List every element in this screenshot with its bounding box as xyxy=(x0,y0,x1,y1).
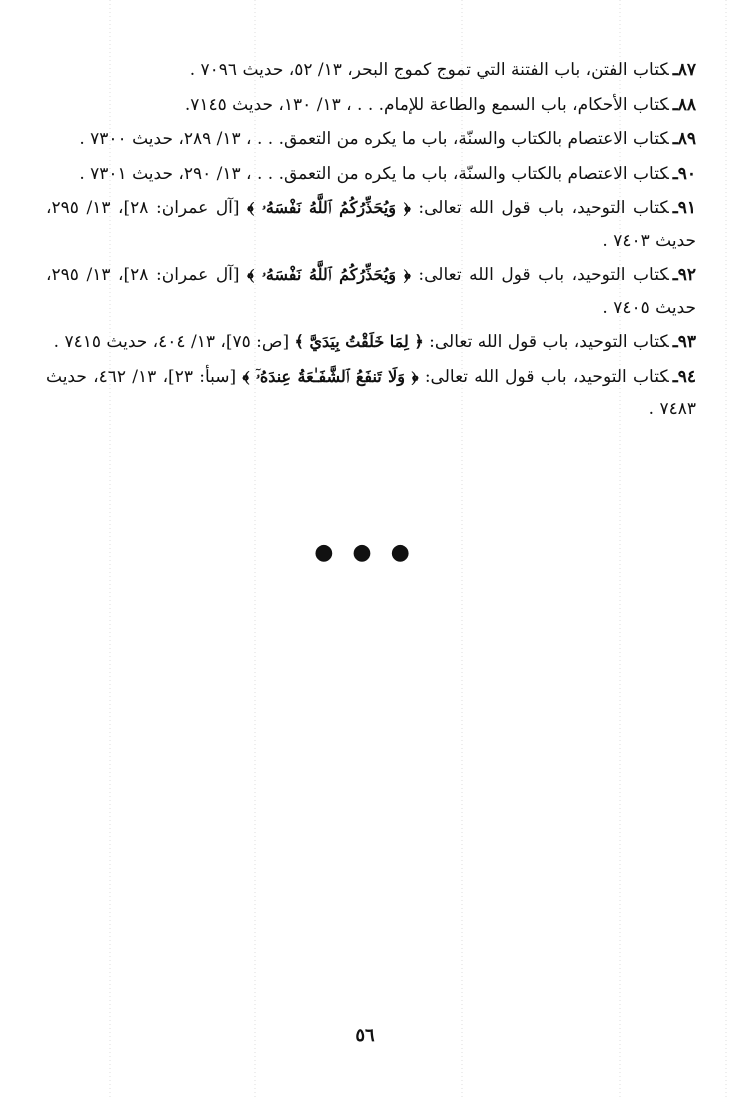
list-item xyxy=(46,259,696,324)
list-item xyxy=(46,192,696,257)
entry-number: ٨٩ـ xyxy=(672,129,696,149)
page-number: ٥٦ xyxy=(355,1025,375,1046)
entry-number: ٩٣ـ xyxy=(672,332,696,352)
section-separator: ● ● ● xyxy=(314,540,416,565)
entry-number: ٩٢ـ xyxy=(672,265,697,285)
entry-text: كتاب الاعتصام بالكتاب والسنّة، باب ما يكره من التعمق. . . ، ١٣/ ٢٩٠، حديث ٧٣٠١ . xyxy=(79,163,669,184)
entry-text: كتاب التوحيد، باب قول الله تعالى: xyxy=(423,332,669,352)
entry-citation: [ص: ٧٥]، ١٣/ ٤٠٤، حديث ٧٤١٥ . xyxy=(53,332,295,352)
list-item xyxy=(46,158,696,191)
list-item xyxy=(46,326,696,359)
entry-number: ٩٠ـ xyxy=(672,163,696,184)
quran-verse: ﴿ وَيُحَذِّرُكُمُ ٱللَّهُ نَفْسَهُۥ ﴾ xyxy=(247,198,411,217)
list-item xyxy=(46,361,696,426)
entry-number: ٩٤ـ xyxy=(672,366,696,387)
entry-text: كتاب التوحيد، باب قول الله تعالى: xyxy=(410,265,669,285)
quran-verse: ﴿ وَيُحَذِّرُكُمُ ٱللَّهُ نَفْسَهُۥ ﴾ xyxy=(247,265,411,284)
entry-text: كتاب التوحيد، باب قول الله تعالى: xyxy=(418,366,669,387)
entry-number: ٩١ـ xyxy=(672,198,697,218)
entry-citation: [آل عمران: ٢٨]، ١٣/ ٢٩٥، حديث ٧٤٠٣ . xyxy=(46,198,696,251)
list-item xyxy=(46,54,696,87)
entry-text: كتاب الاعتصام بالكتاب والسنّة، باب ما يكره من التعمق. . . ، ١٣/ ٢٨٩، حديث ٧٣٠٠ . xyxy=(79,129,669,149)
entry-number: ٨٨ـ xyxy=(672,94,696,115)
entry-text: كتاب الأحكام، باب السمع والطاعة للإمام. . . ، ١٣/ ١٣٠، حديث ٧١٤٥. xyxy=(184,94,669,115)
entry-citation: [آل عمران: ٢٨]، ١٣/ ٢٩٥، حديث ٧٤٠٥ . xyxy=(46,265,696,318)
quran-verse: ﴿ وَلَا تَنفَعُ ٱلشَّفَـٰعَةُ عِندَهُۥٓ ﴾ xyxy=(242,366,419,386)
list-item xyxy=(46,89,696,122)
reference-list xyxy=(46,54,696,428)
quran-verse: ﴿ لِمَا خَلَقْتُ بِيَدَيَّ ﴾ xyxy=(294,332,424,351)
entry-citation: [سبأ: ٢٣]، ١٣/ ٤٦٢، حديث ٧٤٨٣ . xyxy=(46,366,696,419)
entry-text: كتاب التوحيد، باب قول الله تعالى: xyxy=(410,198,669,218)
list-item xyxy=(46,123,696,156)
entry-text: كتاب الفتن، باب الفتنة التي تموج كموج البحر، ١٣/ ٥٢، حديث ٧٠٩٦ . xyxy=(189,60,669,80)
entry-number: ٨٧ـ xyxy=(672,60,696,80)
